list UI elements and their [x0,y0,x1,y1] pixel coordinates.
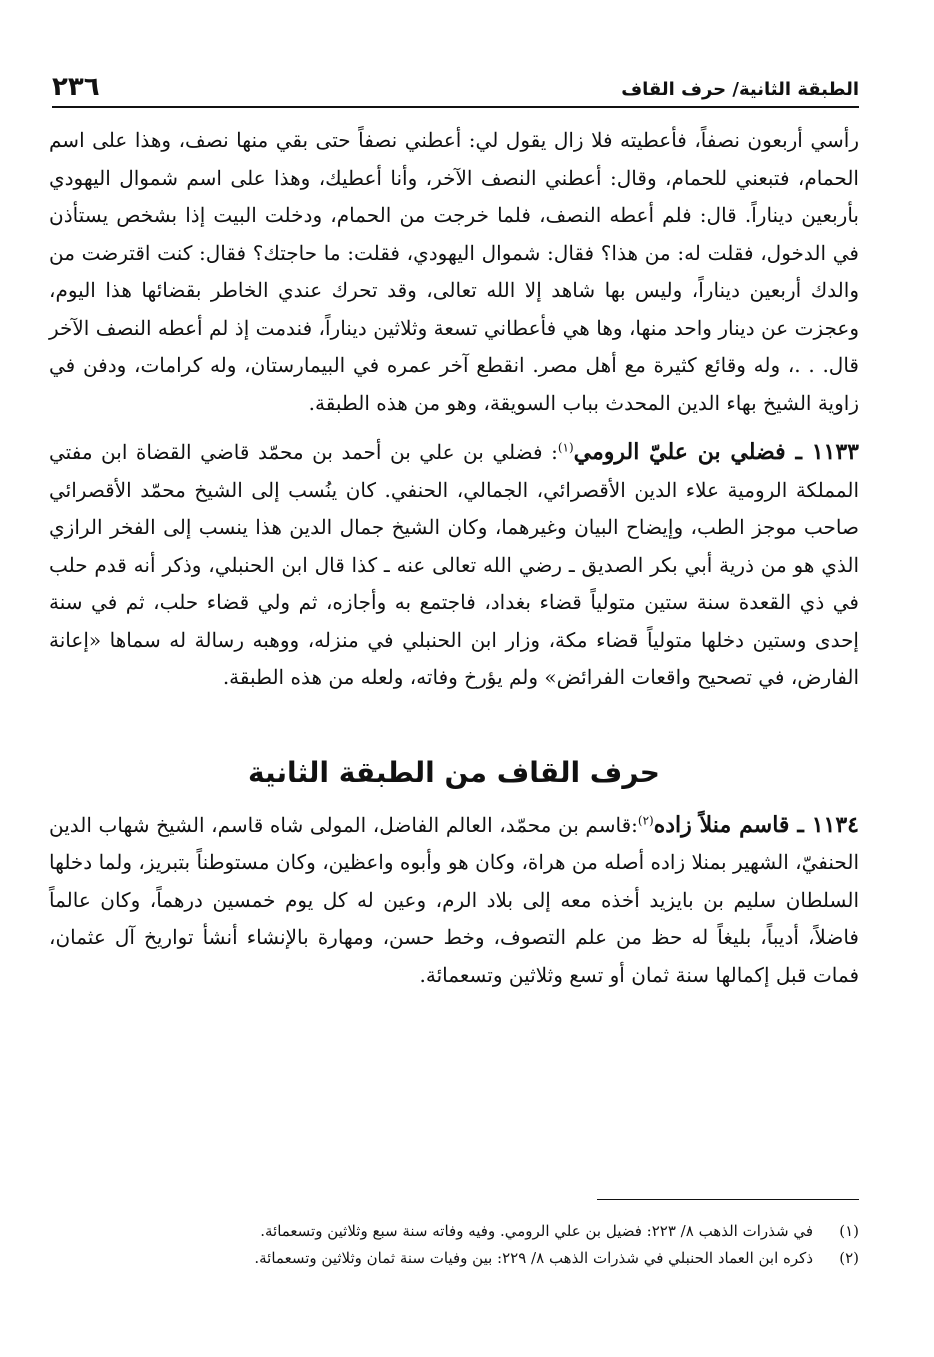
footnote-number: (٢) [839,1249,859,1267]
footnote-divider [597,1199,859,1200]
main-text [49,122,859,994]
entry-1134 [49,807,859,995]
footnote-text: في شذرات الذهب ٨/ ٢٢٣: فضيل بن علي الرومي. وفيه وفاته سنة سبع وثلاثين وتسعمائة. [260,1222,813,1240]
page-header [52,62,859,108]
entry-1133-text: : فضلي بن علي بن أحمد بن محمّد قاضي القضاة ابن مفتي المملكة الرومية علاء الدين الأقصرائي، الجمالي، الحنفي. كان ينُسب إلى الشيخ محمّد الأقصرائي صاحب موجز الطب، وإيضاح البيان وغيرهما، وكان الشيخ جمال الدين هذا ينسب إلى الفخر الرازي الذي هو من ذرية أبي بكر الصديق ـ رضي الله تعالى عنه ـ كذا قال ابن الحنبلي، وذكر أنه قدم حلب في ذي القعدة سنة ستين متولياً قضاء بغداد، فاجتمع به وأجازه، ثم ولي قضاء حلب، ثم في سنة إحدى وستين دخلها متولياً قضاء مكة، وزار ابن الحنبلي في منزله، ووهبه رسالة له سماها «إعانة الفارض، في تصحيح واقعات الفرائض» ولم يؤرخ وفاته، ولعله من هذه الطبقة. [49,440,859,689]
section-heading: حرف القاف من الطبقة الثانية [248,755,660,789]
footnotes [49,1218,859,1272]
footnote [49,1218,859,1245]
entry-1133-heading: ١١٣٣ ـ فضلي بن عليّ الرومي [573,439,859,465]
entry-1134-heading: ١١٣٤ ـ قاسم منلاً زاده [653,811,859,838]
footnote-text: ذكره ابن العماد الحنبلي في شذرات الذهب ٨/ ٢٢٩: بين وفيات سنة ثمان وثلاثين وتسعمائة. [254,1249,813,1267]
footnote-ref-2: (٢) [637,812,654,827]
footnote-number: (١) [839,1222,859,1240]
footnote [49,1245,859,1272]
continuation-paragraph: رأسي أربعون نصفاً، فأعطيته فلا زال يقول لي: أعطني نصفاً حتى بقي منها نصف، وهذا على اسم الحمام، فتبعني للحمام، وقال: أعطني النصف الآخر، وأنا أعطيك، وهذا على اسم شموال اليهودي بأربعين ديناراً. قال: فلم أعطه النصف، فلما خرجت من الحمام، ودخلت البيت إذا بشخص يستأذن في الدخول، فقلت له: من هذا؟ فقال: شموال اليهودي، فقلت: ما حاجتك؟ فقال: كنت اقترضت من والدك أربعين ديناراً، وليس بها شاهد إلا الله تعالى، وقد تحرك عندي الخاطر بقضائها هذا اليوم، وعجزت عن دينار واحد منها، وها هي فأعطاني تسعة وثلاثين ديناراً، فندمت إذ لم أعطه النصف الآخر قال. . .، وله وقائع كثيرة مع أهل مصر. انقطع آخر عمره في البيمارستان، وله كرامات، ودفن في زاوية الشيخ بهاء الدين المحدث بباب السويقة، وهو من هذه الطبقة. [49,128,859,415]
running-title: الطبقة الثانية/ حرف القاف [621,79,859,100]
entry-1133 [49,434,859,697]
entry-1134-text: :قاسم بن محمّد، العالم الفاضل، المولى شاه قاسم، الشيخ شهاب الدين الحنفيّ، الشهير بمنلا زاده أصله من هراة، وكان هو وأبوه واعظين، وكان مستوطناً بتبريز، ولما دخلها السلطان سليم بن بايزيد أخذه معه إلى بلاد الرم، وعين له كل يوم خمسين درهماً، وكان عالماً فاضلاً، أديباً، بليغاً له حظ من علم التصوف، وخط حسن، ومهارة بالإنشاء أنشأ تواريخ آل عثمان، فمات قبل إكمالها سنة ثمان أو تسع وثلاثين وتسعمائة. [49,812,859,987]
footnote-ref-1: (١) [557,440,574,455]
page-number: ٢٣٦ [52,72,100,102]
